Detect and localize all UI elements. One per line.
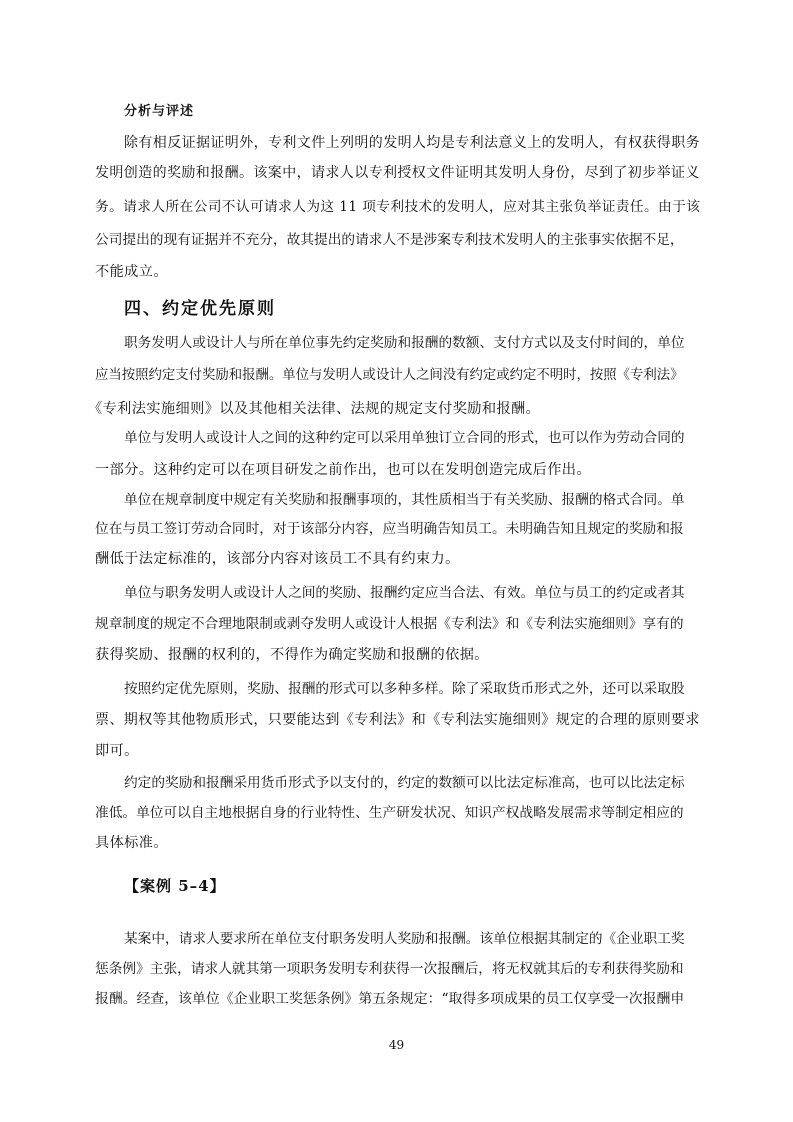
case-heading: 【案例 5–4】 [124, 877, 226, 895]
section-line: 准低。单位可以自主地根据自身的行业特性、生产研发状况、知识产权战略发展需求等制定相应的 [95, 805, 684, 821]
section-line: 具体标准。 [95, 835, 168, 851]
section-line: 单位与职务发明人或设计人之间的奖励、报酬约定应当合法、有效。单位与员工的约定或者其 [124, 585, 685, 601]
section-line: 票、期权等其他物质形式，只要能达到《专利法》和《专利法实施细则》规定的合理的原则要求 [95, 712, 700, 728]
analysis-line: 不能成立。 [95, 264, 168, 280]
section-line: 职务发明人或设计人与所在单位事先约定奖励和报酬的数额、支付方式以及支付时间的，单位 [124, 335, 685, 351]
section-line: 应当按照约定支付奖励和报酬。单位与发明人或设计人之间没有约定或约定不明时，按照《专利法》 [95, 368, 684, 383]
section-line: 即可。 [95, 743, 139, 759]
case-line: 报酬。经查，该单位《企业职工奖惩条例》第五条规定：“取得多项成果的员工仅享受一次报酬申 [95, 991, 685, 1007]
section-line: 约定的奖励和报酬采用货币形式予以支付的，约定的数额可以比法定标准高，也可以比法定标 [124, 775, 685, 791]
analysis-line: 务。请求人所在公司不认可请求人为这 11 项专利技术的发明人，应对其主张负举证责任。由于该 [95, 199, 701, 215]
section-line: 一部分。这种约定可以在项目研发之前作出，也可以在发明创造完成后作出。 [95, 462, 591, 478]
section-line: 《专利法实施细则》以及其他相关法律、法规的规定支付奖励和报酬。 [88, 401, 541, 417]
analysis-heading: 分析与评述 [124, 104, 195, 119]
section-line: 酬低于法定标准的，该部分内容对该员工不具有约束力。 [95, 551, 460, 567]
section-line: 规章制度的规定不合理地限制或剥夺发明人或设计人根据《专利法》和《专利法实施细则》享有的 [95, 616, 684, 632]
analysis-line: 公司提出的现有证据并不充分，故其提出的请求人不是涉案专利技术发明人的主张事实依据不足， [95, 232, 684, 248]
section-line: 单位在规章制度中规定有关奖励和报酬事项的，其性质相当于有关奖励、报酬的格式合同。单 [124, 492, 685, 508]
analysis-line: 除有相反证据证明外，专利文件上列明的发明人均是专利法意义上的发明人，有权获得职务 [124, 135, 700, 151]
section-line: 获得奖励、报酬的权利的，不得作为确定奖励和报酬的依据。 [95, 647, 489, 663]
section-line: 单位与发明人或设计人之间的这种约定可以采用单独订立合同的形式，也可以作为劳动合同的 [124, 430, 685, 446]
section-line: 位在与员工签订劳动合同时，对于该部分内容，应当明确告知员工。未明确告知且规定的奖励和报 [95, 521, 684, 537]
case-line: 惩条例》主张，请求人就其第一项职务发明专利获得一次报酬后，将无权就其后的专利获得奖励和 [95, 961, 684, 977]
section-line: 按照约定优先原则，奖励、报酬的形式可以多种多样。除了采取货币形式之外，还可以采取股 [124, 681, 685, 697]
page-number: 49 [388, 1038, 405, 1052]
section-heading: 四、约定优先原则 [124, 299, 276, 319]
analysis-line: 发明创造的奖励和报酬。该案中，请求人以专利授权文件证明其发明人身份，尽到了初步举证义 [95, 165, 700, 181]
case-line: 某案中，请求人要求所在单位支付职务发明人奖励和报酬。该单位根据其制定的《企业职工奖 [124, 931, 685, 947]
